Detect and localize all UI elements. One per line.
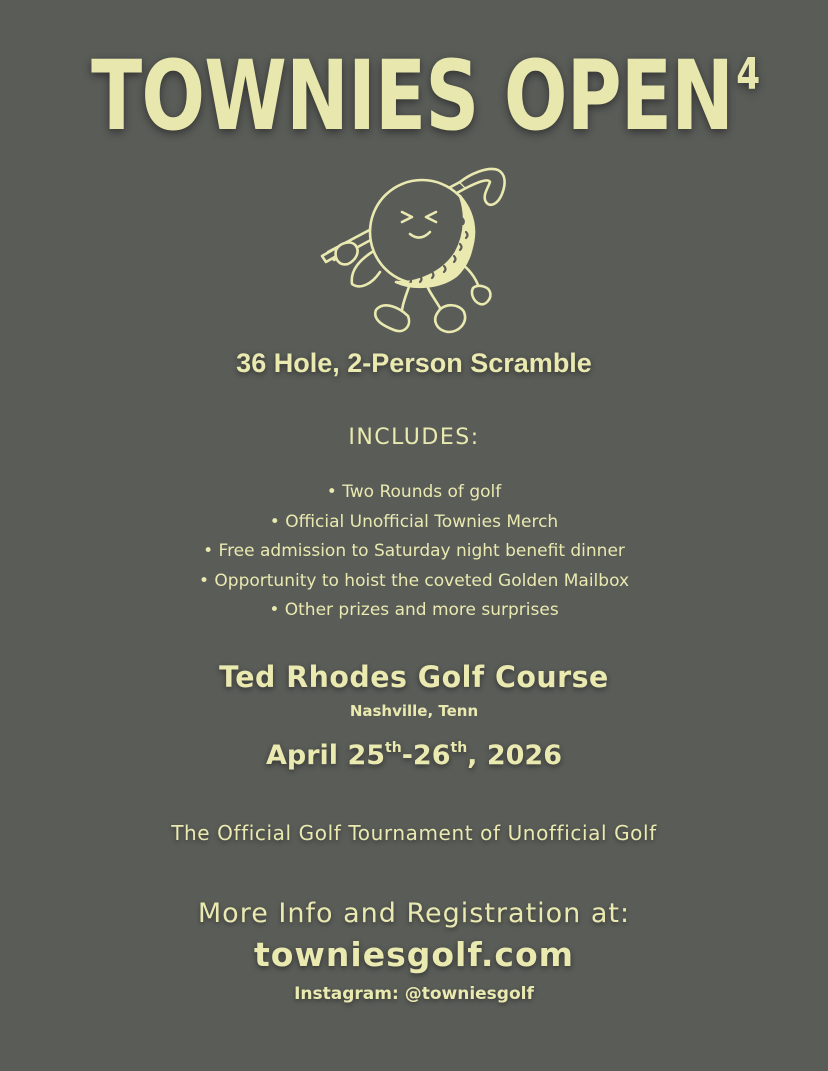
includes-heading: INCLUDES:: [348, 425, 480, 450]
includes-item: • Two Rounds of golf: [326, 482, 502, 502]
website-link[interactable]: towniesgolf.com: [253, 935, 575, 974]
includes-item: • Free admission to Saturday night benefit dinner: [203, 541, 625, 561]
golf-ball-mascot-icon: [310, 160, 530, 340]
title-text: TOWNIES OPEN: [91, 40, 734, 152]
includes-item: • Opportunity to hoist the coveted Golden Mailbox: [198, 570, 630, 591]
tagline: The Official Golf Tournament of Unofficial Golf: [171, 821, 657, 845]
event-format: 36 Hole, 2-Person Scramble: [236, 348, 592, 378]
title-superscript: 4: [736, 49, 760, 100]
includes-list: [0, 478, 828, 626]
date-end: -26: [401, 740, 451, 771]
venue-city: Nashville, Tenn: [349, 702, 479, 720]
event-dates: [0, 740, 828, 771]
date-start: April 25: [266, 740, 386, 771]
registration-label: More Info and Registration at:: [197, 898, 631, 929]
date-end-suffix: th: [450, 740, 468, 756]
includes-item: • Other prizes and more surprises: [269, 600, 559, 620]
date-year: , 2026: [467, 740, 562, 771]
instagram-handle[interactable]: Instagram: @towniesgolf: [294, 984, 534, 1004]
venue-name: Ted Rhodes Golf Course: [219, 660, 609, 694]
event-title: [91, 40, 760, 152]
date-start-suffix: th: [385, 740, 402, 756]
includes-item: • Official Unofficial Townies Merch: [269, 511, 559, 532]
